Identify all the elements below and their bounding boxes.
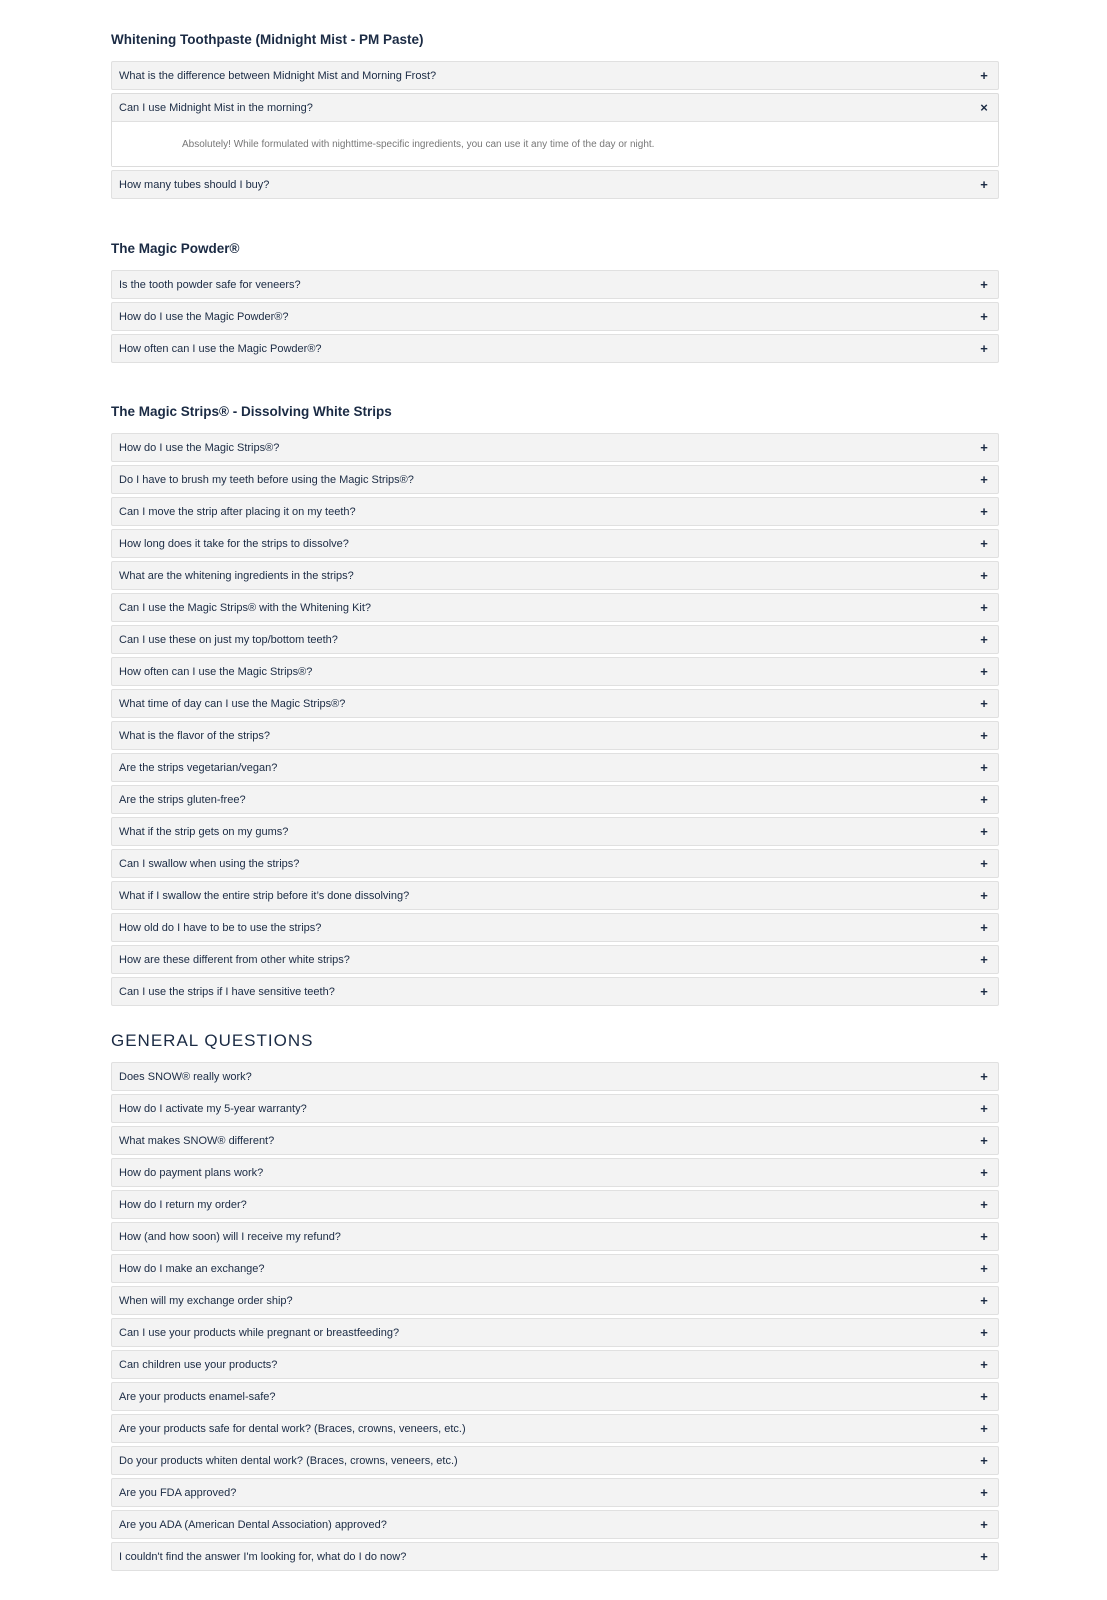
- faq-question-toggle[interactable]: [112, 1415, 998, 1442]
- faq-question-label: Can I move the strip after placing it on my teeth?: [119, 505, 356, 518]
- faq-question-label: How (and how soon) will I receive my refund?: [119, 1230, 341, 1243]
- faq-question-label: Does SNOW® really work?: [119, 1070, 252, 1083]
- plus-icon[interactable]: +: [980, 1389, 988, 1404]
- faq-question-toggle[interactable]: [112, 1479, 998, 1506]
- faq-list: [111, 61, 999, 199]
- faq-question-label: How do I return my order?: [119, 1198, 247, 1211]
- plus-icon[interactable]: +: [980, 1325, 988, 1340]
- faq-question-toggle[interactable]: [112, 914, 998, 941]
- faq-item: [111, 1254, 999, 1283]
- faq-question-label: Do I have to brush my teeth before using the Magic Strips®?: [119, 473, 414, 486]
- faq-question-label: How do I use the Magic Strips®?: [119, 441, 280, 454]
- faq-question-label: When will my exchange order ship?: [119, 1294, 293, 1307]
- faq-item: [111, 1190, 999, 1219]
- plus-icon[interactable]: +: [980, 856, 988, 871]
- faq-question-toggle[interactable]: [112, 94, 998, 121]
- faq-question-label: Are you ADA (American Dental Association) approved?: [119, 1518, 387, 1531]
- faq-question-label: Can I use your products while pregnant or breastfeeding?: [119, 1326, 400, 1339]
- faq-question-label: Can I use these on just my top/bottom teeth?: [119, 633, 338, 646]
- faq-question-toggle[interactable]: [112, 562, 998, 589]
- faq-item: [111, 561, 999, 590]
- faq-item: [111, 1350, 999, 1379]
- plus-icon[interactable]: +: [980, 1069, 988, 1084]
- faq-answer: Absolutely! While formulated with nighttime-specific ingredients, you can use it any time of the day or night.: [112, 121, 998, 166]
- plus-icon[interactable]: +: [980, 309, 988, 324]
- faq-item: [111, 1382, 999, 1411]
- plus-icon[interactable]: +: [980, 664, 988, 679]
- faq-item: [111, 334, 999, 363]
- plus-icon[interactable]: +: [980, 277, 988, 292]
- faq-item: [111, 753, 999, 782]
- faq-question-label: Are your products safe for dental work? (Braces, crowns, veneers, etc.): [119, 1422, 466, 1435]
- faq-question-label: How do I make an exchange?: [119, 1262, 265, 1275]
- section-title: The Magic Strips® - Dissolving White Strips: [111, 404, 392, 419]
- faq-question-toggle[interactable]: [112, 786, 998, 813]
- faq-question-label: Are the strips vegetarian/vegan?: [119, 761, 278, 774]
- plus-icon[interactable]: +: [980, 1517, 988, 1532]
- faq-question-toggle[interactable]: [112, 530, 998, 557]
- faq-question-toggle[interactable]: [112, 1095, 998, 1122]
- faq-item: [111, 1094, 999, 1123]
- faq-question-toggle[interactable]: [112, 303, 998, 330]
- plus-icon[interactable]: +: [980, 440, 988, 455]
- faq-question-label: What makes SNOW® different?: [119, 1134, 275, 1147]
- faq-question-label: Can I use the strips if I have sensitive teeth?: [119, 985, 335, 998]
- plus-icon[interactable]: +: [980, 1357, 988, 1372]
- faq-item: [111, 1478, 999, 1507]
- faq-item: [111, 61, 999, 90]
- faq-question-toggle[interactable]: [112, 335, 998, 362]
- faq-question-label: How do I activate my 5-year warranty?: [119, 1102, 307, 1115]
- faq-question-toggle[interactable]: [112, 722, 998, 749]
- plus-icon[interactable]: +: [980, 472, 988, 487]
- faq-item: [111, 170, 999, 199]
- faq-question-toggle[interactable]: [112, 690, 998, 717]
- faq-question-toggle[interactable]: [112, 754, 998, 781]
- faq-question-label: Is the tooth powder safe for veneers?: [119, 278, 301, 291]
- plus-icon[interactable]: +: [980, 536, 988, 551]
- faq-question-toggle[interactable]: [112, 658, 998, 685]
- faq-item: [111, 270, 999, 299]
- faq-item: [111, 977, 999, 1006]
- faq-item: [111, 1542, 999, 1571]
- section-title: The Magic Powder®: [111, 241, 240, 256]
- faq-question-toggle[interactable]: [112, 626, 998, 653]
- faq-question-label: How long does it take for the strips to dissolve?: [119, 537, 349, 550]
- faq-question-label: How are these different from other white strips?: [119, 953, 350, 966]
- plus-icon[interactable]: +: [980, 1133, 988, 1148]
- plus-icon[interactable]: +: [980, 984, 988, 999]
- faq-question-toggle[interactable]: [112, 882, 998, 909]
- plus-icon[interactable]: +: [980, 1101, 988, 1116]
- faq-item: [111, 529, 999, 558]
- faq-question-toggle[interactable]: [112, 271, 998, 298]
- plus-icon[interactable]: +: [980, 1421, 988, 1436]
- plus-icon[interactable]: +: [980, 1453, 988, 1468]
- faq-item: [111, 657, 999, 686]
- plus-icon[interactable]: +: [980, 920, 988, 935]
- plus-icon[interactable]: +: [980, 632, 988, 647]
- faq-question-label: Can I swallow when using the strips?: [119, 857, 300, 870]
- faq-question-toggle[interactable]: [112, 946, 998, 973]
- faq-question-label: What time of day can I use the Magic Strips®?: [119, 697, 346, 710]
- faq-question-toggle[interactable]: [112, 1159, 998, 1186]
- faq-item: [111, 849, 999, 878]
- faq-question-toggle[interactable]: [112, 62, 998, 89]
- faq-item: [111, 433, 999, 462]
- faq-question-label: Can I use Midnight Mist in the morning?: [119, 101, 313, 114]
- faq-question-label: How often can I use the Magic Strips®?: [119, 665, 313, 678]
- faq-item: [111, 593, 999, 622]
- section-title: GENERAL QUESTIONS: [111, 1031, 314, 1050]
- faq-question-toggle[interactable]: [112, 1383, 998, 1410]
- faq-section: [111, 1028, 999, 1574]
- faq-question-label: How often can I use the Magic Powder®?: [119, 342, 322, 355]
- faq-section: [111, 239, 999, 366]
- faq-question-toggle[interactable]: [112, 1063, 998, 1090]
- plus-icon[interactable]: +: [980, 504, 988, 519]
- faq-question-toggle[interactable]: [112, 1447, 998, 1474]
- close-icon[interactable]: ×: [980, 100, 988, 115]
- faq-question-toggle[interactable]: [112, 171, 998, 198]
- section-title: Whitening Toothpaste (Midnight Mist - PM Paste): [111, 32, 424, 47]
- faq-question-toggle[interactable]: [112, 1127, 998, 1154]
- plus-icon[interactable]: +: [980, 760, 988, 775]
- faq-question-toggle[interactable]: [112, 1287, 998, 1314]
- faq-question-toggle[interactable]: [112, 1543, 998, 1570]
- faq-question-toggle[interactable]: [112, 1511, 998, 1538]
- faq-item: [111, 497, 999, 526]
- faq-item: [111, 302, 999, 331]
- faq-question-toggle[interactable]: [112, 498, 998, 525]
- faq-item: [111, 1318, 999, 1347]
- faq-question-label: Are your products enamel-safe?: [119, 1390, 276, 1403]
- faq-item: [111, 1414, 999, 1443]
- faq-item: [111, 1062, 999, 1091]
- faq-question-toggle[interactable]: [112, 1255, 998, 1282]
- faq-item: [111, 881, 999, 910]
- faq-question-label: Can I use the Magic Strips® with the Whitening Kit?: [119, 601, 372, 614]
- faq-item: [111, 689, 999, 718]
- faq-item: [111, 1126, 999, 1155]
- plus-icon[interactable]: +: [980, 1485, 988, 1500]
- faq-question-toggle[interactable]: [112, 1223, 998, 1250]
- faq-item: [111, 913, 999, 942]
- plus-icon[interactable]: +: [980, 1261, 988, 1276]
- faq-item: [111, 817, 999, 846]
- faq-item: [111, 1286, 999, 1315]
- faq-question-label: I couldn't find the answer I'm looking for, what do I do now?: [119, 1550, 407, 1563]
- faq-question-label: What are the whitening ingredients in the strips?: [119, 569, 354, 582]
- faq-question-toggle[interactable]: [112, 850, 998, 877]
- faq-question-label: What if the strip gets on my gums?: [119, 825, 289, 838]
- faq-question-label: Can children use your products?: [119, 1358, 278, 1371]
- faq-question-label: How many tubes should I buy?: [119, 178, 270, 191]
- plus-icon[interactable]: +: [980, 888, 988, 903]
- plus-icon[interactable]: +: [980, 1293, 988, 1308]
- faq-question-label: Are the strips gluten-free?: [119, 793, 246, 806]
- faq-question-toggle[interactable]: [112, 1191, 998, 1218]
- plus-icon[interactable]: +: [980, 341, 988, 356]
- faq-item: [111, 1510, 999, 1539]
- faq-question-toggle[interactable]: [112, 1319, 998, 1346]
- plus-icon[interactable]: +: [980, 696, 988, 711]
- faq-question-label: How do payment plans work?: [119, 1166, 264, 1179]
- faq-item: [111, 93, 999, 167]
- faq-question-label: How do I use the Magic Powder®?: [119, 310, 289, 323]
- plus-icon[interactable]: +: [980, 68, 988, 83]
- plus-icon[interactable]: +: [980, 824, 988, 839]
- faq-item: [111, 1222, 999, 1251]
- plus-icon[interactable]: +: [980, 1229, 988, 1244]
- faq-item: [111, 1158, 999, 1187]
- faq-question-label: Do your products whiten dental work? (Braces, crowns, veneers, etc.): [119, 1454, 458, 1467]
- faq-item: [111, 465, 999, 494]
- faq-list: [111, 270, 999, 363]
- plus-icon[interactable]: +: [980, 600, 988, 615]
- faq-section: [111, 402, 999, 1009]
- faq-question-toggle[interactable]: [112, 1351, 998, 1378]
- faq-item: [111, 625, 999, 654]
- faq-question-toggle[interactable]: [112, 818, 998, 845]
- faq-question-toggle[interactable]: [112, 466, 998, 493]
- plus-icon[interactable]: +: [980, 177, 988, 192]
- plus-icon[interactable]: +: [980, 1549, 988, 1564]
- faq-question-toggle[interactable]: [112, 594, 998, 621]
- faq-item: [111, 785, 999, 814]
- faq-question-label: How old do I have to be to use the strips?: [119, 921, 322, 934]
- plus-icon[interactable]: +: [980, 952, 988, 967]
- faq-list: [111, 1062, 999, 1571]
- plus-icon[interactable]: +: [980, 728, 988, 743]
- faq-item: [111, 721, 999, 750]
- faq-item: [111, 945, 999, 974]
- faq-question-label: Are you FDA approved?: [119, 1486, 237, 1499]
- plus-icon[interactable]: +: [980, 1165, 988, 1180]
- faq-question-toggle[interactable]: [112, 434, 998, 461]
- faq-question-label: What if I swallow the entire strip before it’s done dissolving?: [119, 889, 410, 902]
- faq-section: [111, 30, 999, 202]
- faq-item: [111, 1446, 999, 1475]
- faq-question-label: What is the difference between Midnight Mist and Morning Frost?: [119, 69, 437, 82]
- faq-list: [111, 433, 999, 1006]
- faq-question-toggle[interactable]: [112, 978, 998, 1005]
- faq-question-label: What is the flavor of the strips?: [119, 729, 271, 742]
- plus-icon[interactable]: +: [980, 1197, 988, 1212]
- plus-icon[interactable]: +: [980, 792, 988, 807]
- plus-icon[interactable]: +: [980, 568, 988, 583]
